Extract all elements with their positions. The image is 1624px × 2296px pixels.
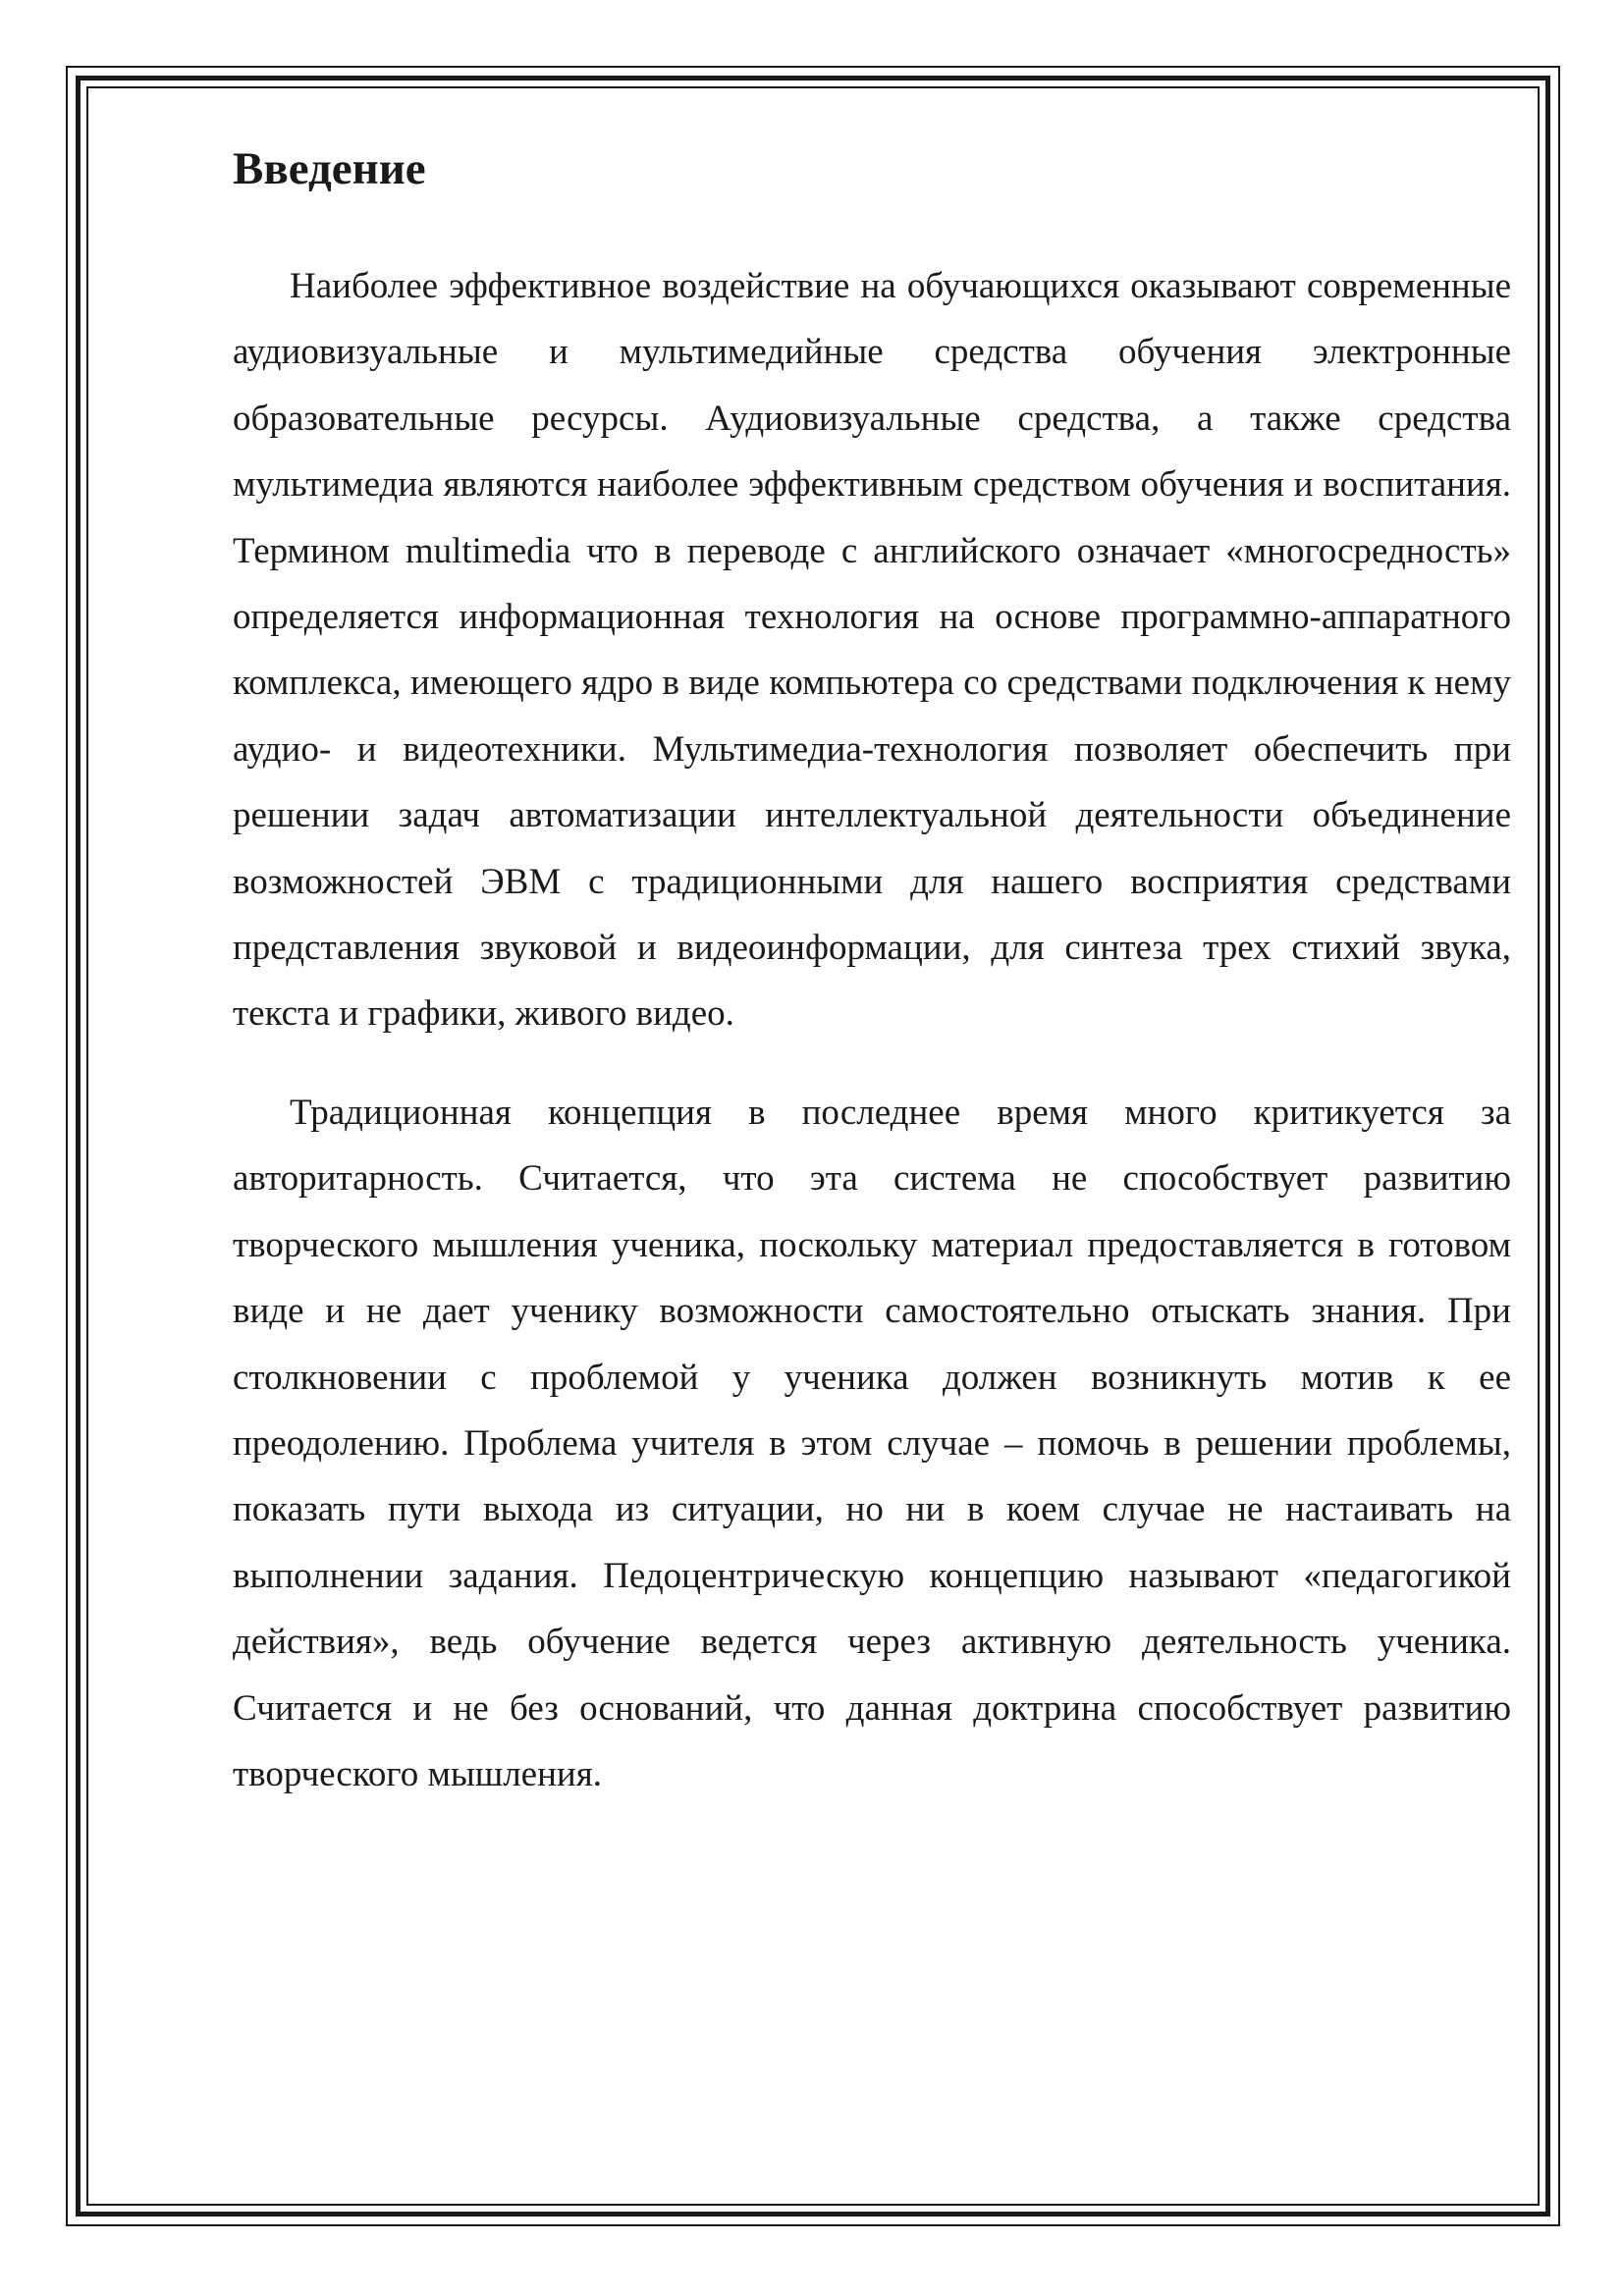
section-heading: Введение [233, 143, 426, 194]
page-content [233, 139, 1511, 1807]
paragraph-1: Наиболее эффективное воздействие на обучающихся оказывают современные аудиовизуальные и мультимедийные средства обучения электронные образовательные ресурсы. Аудиовизуальные средства, а также средства мультимедиа являются наиболее эффективным средством обучения и воспитания. Термином multimedia что в переводе с английского означает «многосредность» определяется информационная технология на основе программно-аппаратного комплекса, имеющего ядро в виде компьютера со средствами подключения к нему аудио- и видеотехники. Мультимедиа-технология позволяет обеспечить при решении задач автоматизации интеллектуальной деятельности объединение возможностей ЭВМ с традиционными для нашего восприятия средствами представления звуковой и видеоинформации, для синтеза трех стихий звука, текста и графики, живого видео. [233, 266, 1511, 1035]
paragraph-2: Традиционная концепция в последнее время много критикуется за авторитарность. Считается, что эта система не способствует развитию творческого мышления ученика, поскольку материал предоставляется в готовом виде и не дает ученику возможности самостоятельно отыскать знания. При столкновении с проблемой у ученика должен возникнуть мотив к ее преодолению. Проблема учителя в этом случае – помочь в решении проблемы, показать пути выхода из ситуации, но ни в коем случае не настаивать на выполнении задания. Педоцентрическую концепцию называют «педагогикой действия», ведь обучение ведется через активную деятельность ученика. Считается и не без оснований, что данная доктрина способствует развитию творческого мышления. [233, 1092, 1511, 1794]
